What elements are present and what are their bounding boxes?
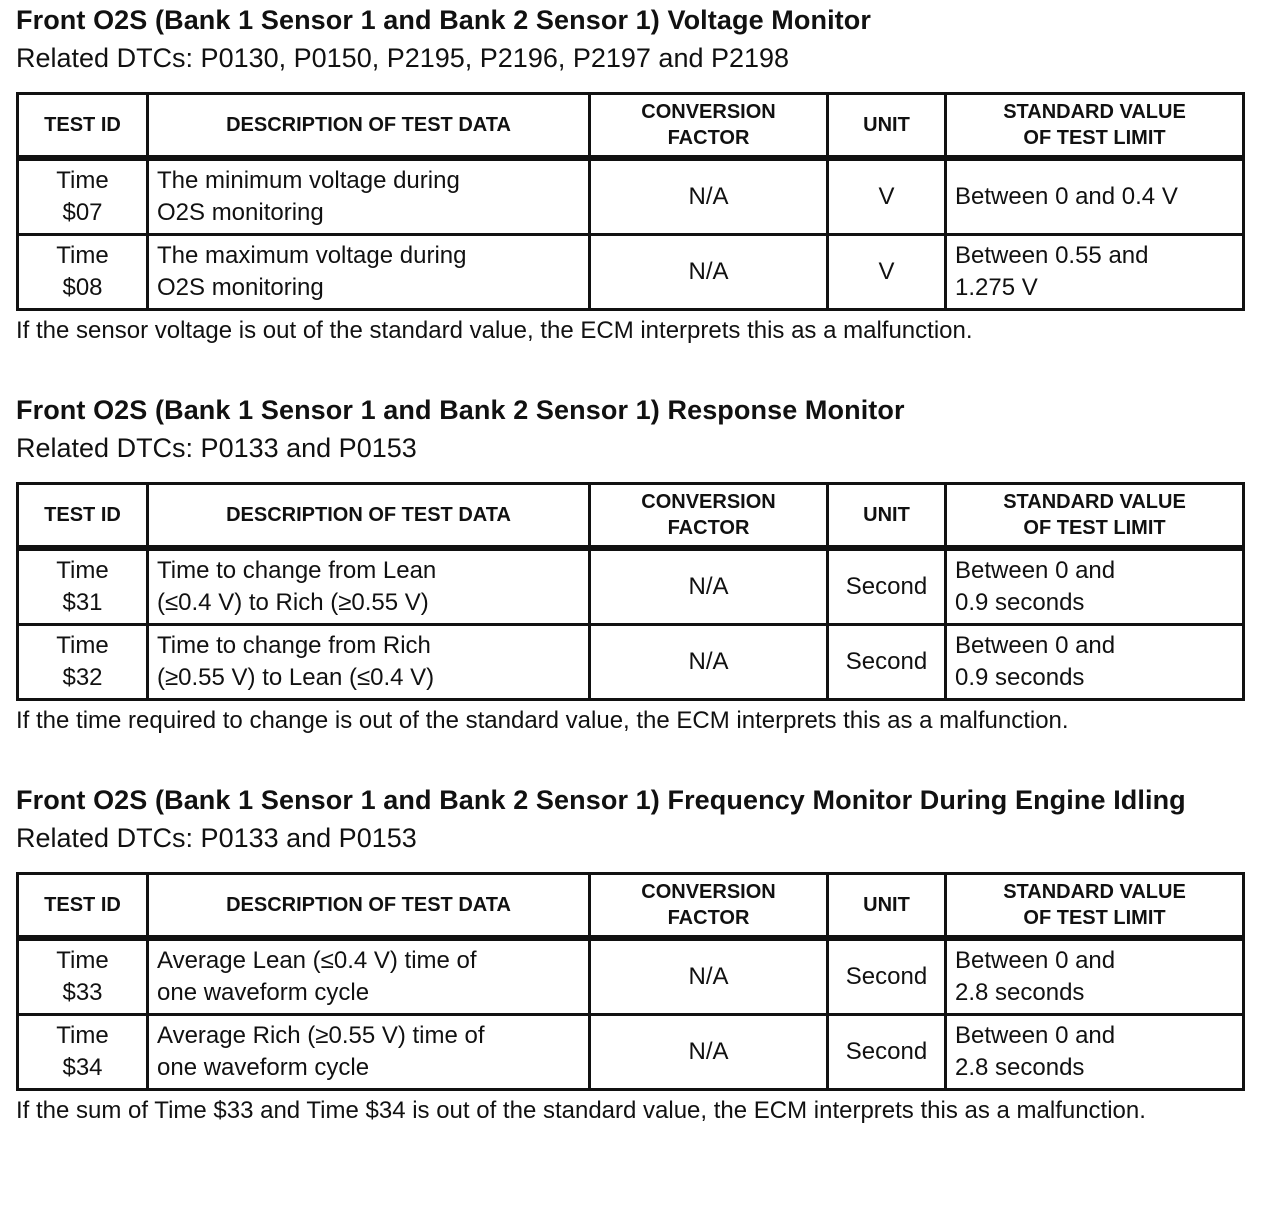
table-row — [18, 1015, 1244, 1090]
test-id-cell: Time $07 — [18, 158, 148, 235]
description-cell: Average Lean (≤0.4 V) time of one waveform cycle — [148, 938, 590, 1015]
section-title: Front O2S (Bank 1 Sensor 1 and Bank 2 Sensor 1) Frequency Monitor During Engine Idling — [16, 785, 1186, 815]
conversion-cell: N/A — [590, 158, 828, 235]
section-note: If the sum of Time $33 and Time $34 is out of the standard value, the ECM interprets this as a malfunction. — [16, 1097, 1146, 1124]
test-id-cell: Time $31 — [18, 548, 148, 625]
header-conversion: CONVERSION FACTOR — [590, 874, 828, 939]
header-unit: UNIT — [828, 874, 946, 939]
description-cell: Time to change from Rich (≥0.55 V) to Lean (≤0.4 V) — [148, 625, 590, 700]
header-test-id: TEST ID — [18, 484, 148, 549]
header-description: DESCRIPTION OF TEST DATA — [148, 874, 590, 939]
conversion-cell: N/A — [590, 1015, 828, 1090]
header-standard-value: STANDARD VALUE OF TEST LIMIT — [946, 874, 1244, 939]
related-dtcs: Related DTCs: P0133 and P0153 — [16, 433, 417, 463]
limit-cell: Between 0 and 0.4 V — [946, 158, 1244, 235]
related-dtcs: Related DTCs: P0130, P0150, P2195, P2196, P2197 and P2198 — [16, 43, 790, 73]
test-id-cell: Time $32 — [18, 625, 148, 700]
description-cell: The minimum voltage during O2S monitoring — [148, 158, 590, 235]
section-frequency-monitor — [16, 782, 1242, 1127]
header-standard-value: STANDARD VALUE OF TEST LIMIT — [946, 94, 1244, 159]
description-cell: Time to change from Lean (≤0.4 V) to Rich (≥0.55 V) — [148, 548, 590, 625]
limit-cell: Between 0 and 0.9 seconds — [946, 625, 1244, 700]
conversion-cell: N/A — [590, 625, 828, 700]
table-header-row — [18, 94, 1244, 159]
header-description: DESCRIPTION OF TEST DATA — [148, 94, 590, 159]
test-data-table — [16, 482, 1245, 701]
unit-cell: Second — [828, 1015, 946, 1090]
unit-cell: Second — [828, 625, 946, 700]
limit-cell: Between 0 and 2.8 seconds — [946, 1015, 1244, 1090]
table-row — [18, 235, 1244, 310]
table-header-row — [18, 484, 1244, 549]
section-title: Front O2S (Bank 1 Sensor 1 and Bank 2 Sensor 1) Response Monitor — [16, 395, 905, 425]
unit-cell: Second — [828, 938, 946, 1015]
description-cell: Average Rich (≥0.55 V) time of one waveform cycle — [148, 1015, 590, 1090]
section-note: If the sensor voltage is out of the standard value, the ECM interprets this as a malfunction. — [16, 317, 973, 344]
header-conversion: CONVERSION FACTOR — [590, 94, 828, 159]
section-note: If the time required to change is out of the standard value, the ECM interprets this as a malfunction. — [16, 707, 1069, 734]
section-response-monitor — [16, 392, 1242, 737]
conversion-cell: N/A — [590, 548, 828, 625]
table-row — [18, 625, 1244, 700]
description-cell: The maximum voltage during O2S monitoring — [148, 235, 590, 310]
conversion-cell: N/A — [590, 938, 828, 1015]
test-data-table — [16, 92, 1245, 311]
header-conversion: CONVERSION FACTOR — [590, 484, 828, 549]
test-data-table — [16, 872, 1245, 1091]
limit-cell: Between 0 and 2.8 seconds — [946, 938, 1244, 1015]
table-row — [18, 548, 1244, 625]
header-standard-value: STANDARD VALUE OF TEST LIMIT — [946, 484, 1244, 549]
header-test-id: TEST ID — [18, 874, 148, 939]
header-unit: UNIT — [828, 94, 946, 159]
limit-cell: Between 0 and 0.9 seconds — [946, 548, 1244, 625]
test-id-cell: Time $34 — [18, 1015, 148, 1090]
table-row — [18, 158, 1244, 235]
section-title: Front O2S (Bank 1 Sensor 1 and Bank 2 Sensor 1) Voltage Monitor — [16, 5, 871, 35]
unit-cell: V — [828, 235, 946, 310]
section-voltage-monitor — [16, 2, 1242, 347]
test-id-cell: Time $33 — [18, 938, 148, 1015]
related-dtcs: Related DTCs: P0133 and P0153 — [16, 823, 417, 853]
test-id-cell: Time $08 — [18, 235, 148, 310]
header-unit: UNIT — [828, 484, 946, 549]
table-row — [18, 938, 1244, 1015]
header-test-id: TEST ID — [18, 94, 148, 159]
table-header-row — [18, 874, 1244, 939]
unit-cell: V — [828, 158, 946, 235]
header-description: DESCRIPTION OF TEST DATA — [148, 484, 590, 549]
unit-cell: Second — [828, 548, 946, 625]
conversion-cell: N/A — [590, 235, 828, 310]
limit-cell: Between 0.55 and 1.275 V — [946, 235, 1244, 310]
